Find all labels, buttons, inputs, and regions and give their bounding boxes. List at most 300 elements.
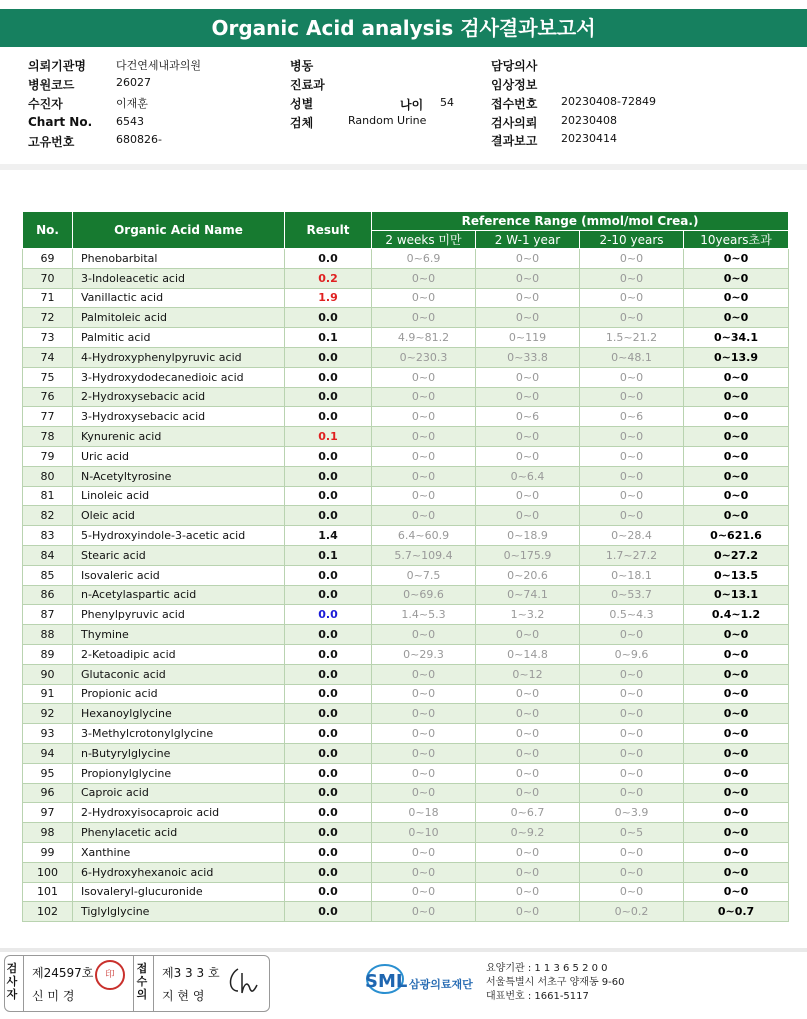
col-header-ref-2: 2 W-1 year <box>476 231 580 249</box>
col-header-reference-range: Reference Range (mmol/mol Crea.) <box>372 212 789 231</box>
age-value: 54 <box>440 96 454 109</box>
acid-name: Caproic acid <box>73 783 285 803</box>
acid-name: Stearic acid <box>73 545 285 565</box>
row-number: 87 <box>23 605 73 625</box>
info-label: 접수번호 <box>491 97 538 111</box>
ref-2w-1y: 1~3.2 <box>476 605 580 625</box>
ref-under-2-weeks: 0~0 <box>372 763 476 783</box>
org-name: 삼광의료재단 <box>409 978 473 991</box>
sml-logo-text: SML <box>365 971 408 992</box>
table-row <box>23 446 789 466</box>
acid-name: Palmitic acid <box>73 328 285 348</box>
ref-under-2-weeks: 0~0 <box>372 288 476 308</box>
ref-under-2-weeks: 0~7.5 <box>372 565 476 585</box>
acid-name: 2-Hydroxysebacic acid <box>73 387 285 407</box>
ref-under-2-weeks: 0~0 <box>372 842 476 862</box>
ref-2-10y: 0.5~4.3 <box>580 605 684 625</box>
ref-2-10y: 0~0 <box>580 882 684 902</box>
ref-2w-1y: 0~0 <box>476 387 580 407</box>
ref-over-10y: 0~0 <box>684 249 789 269</box>
ref-under-2-weeks: 0~0 <box>372 902 476 922</box>
info-value: Random Urine <box>348 114 427 127</box>
acid-name: Phenylpyruvic acid <box>73 605 285 625</box>
ref-2w-1y: 0~175.9 <box>476 545 580 565</box>
ref-over-10y: 0~0 <box>684 882 789 902</box>
ref-2w-1y: 0~0 <box>476 882 580 902</box>
table-row <box>23 823 789 843</box>
table-row <box>23 783 789 803</box>
ref-2-10y: 0~0 <box>580 427 684 447</box>
table-row <box>23 466 789 486</box>
result-value: 0.1 <box>285 328 372 348</box>
row-number: 80 <box>23 466 73 486</box>
info-label: 임상정보 <box>491 78 538 92</box>
result-value: 0.0 <box>285 565 372 585</box>
ref-2-10y: 0~48.1 <box>580 347 684 367</box>
ref-under-2-weeks: 0~0 <box>372 684 476 704</box>
acid-name: n-Butyrylglycine <box>73 743 285 763</box>
ref-under-2-weeks: 6.4~60.9 <box>372 526 476 546</box>
ref-under-2-weeks: 4.9~81.2 <box>372 328 476 348</box>
result-value: 0.0 <box>285 743 372 763</box>
result-value: 0.0 <box>285 367 372 387</box>
ref-over-10y: 0~0 <box>684 466 789 486</box>
col-header-ref-3: 2-10 years <box>580 231 684 249</box>
row-number: 74 <box>23 347 73 367</box>
table-row <box>23 902 789 922</box>
ref-2w-1y: 0~0 <box>476 684 580 704</box>
acid-name: Glutaconic acid <box>73 664 285 684</box>
table-row <box>23 526 789 546</box>
footer-separator <box>0 948 807 952</box>
ref-over-10y: 0~0 <box>684 486 789 506</box>
info-value: 다건연세내과의원 <box>116 59 202 72</box>
ref-over-10y: 0~27.2 <box>684 545 789 565</box>
table-row <box>23 427 789 447</box>
signature-icon <box>224 965 260 997</box>
table-row <box>23 684 789 704</box>
info-label: 결과보고 <box>491 134 538 148</box>
ref-2-10y: 0~0 <box>580 486 684 506</box>
ref-under-2-weeks: 0~6.9 <box>372 249 476 269</box>
ref-2w-1y: 0~0 <box>476 783 580 803</box>
ref-2-10y: 0~0.2 <box>580 902 684 922</box>
table-row <box>23 308 789 328</box>
ref-2w-1y: 0~0 <box>476 427 580 447</box>
table-row <box>23 664 789 684</box>
ref-over-10y: 0~0 <box>684 446 789 466</box>
ref-2-10y: 0~0 <box>580 506 684 526</box>
ref-2w-1y: 0~0 <box>476 625 580 645</box>
result-value: 0.0 <box>285 803 372 823</box>
ref-2-10y: 0~5 <box>580 823 684 843</box>
table-row <box>23 803 789 823</box>
examiner-license: 제24597호 <box>32 966 94 980</box>
ref-2-10y: 0~0 <box>580 446 684 466</box>
ref-under-2-weeks: 0~0 <box>372 466 476 486</box>
ref-under-2-weeks: 0~0 <box>372 446 476 466</box>
col-header-ref-1: 2 weeks 미만 <box>372 231 476 249</box>
ref-2w-1y: 0~0 <box>476 486 580 506</box>
info-value: 이재훈 <box>116 97 148 110</box>
ref-under-2-weeks: 0~18 <box>372 803 476 823</box>
ref-under-2-weeks: 0~0 <box>372 407 476 427</box>
result-value: 0.0 <box>285 387 372 407</box>
row-number: 82 <box>23 506 73 526</box>
result-value: 0.0 <box>285 763 372 783</box>
ref-under-2-weeks: 0~69.6 <box>372 585 476 605</box>
ref-2w-1y: 0~119 <box>476 328 580 348</box>
ref-under-2-weeks: 0~10 <box>372 823 476 843</box>
result-value: 0.0 <box>285 605 372 625</box>
result-value: 0.0 <box>285 466 372 486</box>
ref-under-2-weeks: 0~0 <box>372 308 476 328</box>
result-value: 0.1 <box>285 545 372 565</box>
ref-under-2-weeks: 0~0 <box>372 387 476 407</box>
ref-under-2-weeks: 1.4~5.3 <box>372 605 476 625</box>
org-address: 서울특별시 서초구 양재동 9-60 <box>486 977 625 988</box>
acid-name: Phenobarbital <box>73 249 285 269</box>
ref-2w-1y: 0~6 <box>476 407 580 427</box>
ref-2w-1y: 0~33.8 <box>476 347 580 367</box>
row-number: 88 <box>23 625 73 645</box>
acid-name: 3-Hydroxydodecanedioic acid <box>73 367 285 387</box>
row-number: 101 <box>23 882 73 902</box>
ref-over-10y: 0~621.6 <box>684 526 789 546</box>
row-number: 100 <box>23 862 73 882</box>
result-value: 0.0 <box>285 882 372 902</box>
result-value: 0.0 <box>285 684 372 704</box>
info-label: 의뢰기관명 <box>28 59 86 73</box>
info-label: 담당의사 <box>491 59 538 73</box>
ref-under-2-weeks: 0~0 <box>372 506 476 526</box>
acid-name: Isovaleric acid <box>73 565 285 585</box>
result-value: 0.0 <box>285 308 372 328</box>
table-row <box>23 249 789 269</box>
acid-name: Palmitoleic acid <box>73 308 285 328</box>
ref-2-10y: 1.7~27.2 <box>580 545 684 565</box>
ref-2-10y: 0~9.6 <box>580 644 684 664</box>
ref-2w-1y: 0~0 <box>476 367 580 387</box>
info-label: Chart No. <box>28 115 93 129</box>
row-number: 78 <box>23 427 73 447</box>
approver-name: 지 현 영 <box>162 989 205 1003</box>
acid-name: 3-Indoleacetic acid <box>73 268 285 288</box>
result-value: 0.0 <box>285 347 372 367</box>
table-row <box>23 882 789 902</box>
row-number: 96 <box>23 783 73 803</box>
row-number: 86 <box>23 585 73 605</box>
ref-2w-1y: 0~0 <box>476 724 580 744</box>
ref-under-2-weeks: 0~0 <box>372 704 476 724</box>
ref-over-10y: 0~0 <box>684 288 789 308</box>
ref-2-10y: 0~0 <box>580 763 684 783</box>
acid-name: 3-Hydroxysebacic acid <box>73 407 285 427</box>
result-value: 0.0 <box>285 862 372 882</box>
ref-2-10y: 0~0 <box>580 288 684 308</box>
row-number: 85 <box>23 565 73 585</box>
table-row <box>23 328 789 348</box>
row-number: 94 <box>23 743 73 763</box>
ref-2w-1y: 0~0 <box>476 446 580 466</box>
acid-name: Isovaleryl-glucuronide <box>73 882 285 902</box>
row-number: 102 <box>23 902 73 922</box>
results-table <box>22 211 789 922</box>
row-number: 77 <box>23 407 73 427</box>
ref-over-10y: 0~0 <box>684 407 789 427</box>
row-number: 89 <box>23 644 73 664</box>
acid-name: Propionylglycine <box>73 763 285 783</box>
ref-over-10y: 0~0 <box>684 387 789 407</box>
result-value: 0.0 <box>285 902 372 922</box>
ref-under-2-weeks: 0~0 <box>372 724 476 744</box>
row-number: 73 <box>23 328 73 348</box>
ref-2w-1y: 0~0 <box>476 743 580 763</box>
ref-2-10y: 0~53.7 <box>580 585 684 605</box>
ref-2w-1y: 0~0 <box>476 506 580 526</box>
report-title: Organic Acid analysis 검사결과보고서 <box>0 9 807 47</box>
ref-under-2-weeks: 5.7~109.4 <box>372 545 476 565</box>
result-value: 0.1 <box>285 427 372 447</box>
ref-over-10y: 0~13.9 <box>684 347 789 367</box>
ref-2-10y: 0~0 <box>580 664 684 684</box>
row-number: 83 <box>23 526 73 546</box>
ref-2-10y: 0~6 <box>580 407 684 427</box>
ref-under-2-weeks: 0~29.3 <box>372 644 476 664</box>
acid-name: Uric acid <box>73 446 285 466</box>
ref-2w-1y: 0~9.2 <box>476 823 580 843</box>
ref-2w-1y: 0~0 <box>476 249 580 269</box>
ref-2-10y: 0~0 <box>580 625 684 645</box>
ref-2w-1y: 0~12 <box>476 664 580 684</box>
ref-2w-1y: 0~0 <box>476 842 580 862</box>
result-value: 1.9 <box>285 288 372 308</box>
ref-2-10y: 0~0 <box>580 862 684 882</box>
acid-name: Phenylacetic acid <box>73 823 285 843</box>
acid-name: Linoleic acid <box>73 486 285 506</box>
ref-over-10y: 0~0 <box>684 644 789 664</box>
col-header-name: Organic Acid Name <box>73 212 285 249</box>
result-value: 0.0 <box>285 704 372 724</box>
table-row <box>23 862 789 882</box>
ref-under-2-weeks: 0~0 <box>372 367 476 387</box>
ref-under-2-weeks: 0~0 <box>372 783 476 803</box>
approver-label: 접수의 <box>136 962 148 1001</box>
acid-name: Thymine <box>73 625 285 645</box>
row-number: 84 <box>23 545 73 565</box>
ref-under-2-weeks: 0~0 <box>372 743 476 763</box>
acid-name: Vanillactic acid <box>73 288 285 308</box>
org-contact <box>486 962 625 1004</box>
ref-2-10y: 0~0 <box>580 249 684 269</box>
table-row <box>23 506 789 526</box>
row-number: 81 <box>23 486 73 506</box>
row-number: 95 <box>23 763 73 783</box>
result-value: 0.0 <box>285 486 372 506</box>
ref-over-10y: 0~13.1 <box>684 585 789 605</box>
ref-2-10y: 0~0 <box>580 308 684 328</box>
info-value: 26027 <box>116 76 151 89</box>
table-row <box>23 625 789 645</box>
acid-name: n-Acetylaspartic acid <box>73 585 285 605</box>
ref-under-2-weeks: 0~0 <box>372 268 476 288</box>
table-row <box>23 288 789 308</box>
ref-2w-1y: 0~0 <box>476 862 580 882</box>
table-row <box>23 367 789 387</box>
info-label: 진료과 <box>290 78 325 92</box>
ref-over-10y: 0~0 <box>684 625 789 645</box>
table-row <box>23 486 789 506</box>
result-value: 0.0 <box>285 783 372 803</box>
row-number: 69 <box>23 249 73 269</box>
ref-over-10y: 0~0 <box>684 367 789 387</box>
result-value: 0.0 <box>285 407 372 427</box>
ref-2-10y: 0~0 <box>580 724 684 744</box>
table-row <box>23 724 789 744</box>
result-value: 0.0 <box>285 625 372 645</box>
examiner-name: 신 미 경 <box>32 989 75 1003</box>
age-label: 나이 <box>400 98 424 112</box>
row-number: 97 <box>23 803 73 823</box>
result-value: 1.4 <box>285 526 372 546</box>
ref-over-10y: 0~34.1 <box>684 328 789 348</box>
ref-over-10y: 0~0 <box>684 823 789 843</box>
table-row <box>23 387 789 407</box>
table-row <box>23 585 789 605</box>
ref-2w-1y: 0~0 <box>476 268 580 288</box>
info-label: 수진자 <box>28 97 63 111</box>
row-number: 70 <box>23 268 73 288</box>
ref-over-10y: 0~0 <box>684 842 789 862</box>
ref-2-10y: 0~0 <box>580 466 684 486</box>
ref-over-10y: 0.4~1.2 <box>684 605 789 625</box>
row-number: 72 <box>23 308 73 328</box>
table-row <box>23 763 789 783</box>
acid-name: 2-Ketoadipic acid <box>73 644 285 664</box>
table-row <box>23 842 789 862</box>
table-row <box>23 644 789 664</box>
row-number: 71 <box>23 288 73 308</box>
acid-name: Oleic acid <box>73 506 285 526</box>
ref-under-2-weeks: 0~0 <box>372 862 476 882</box>
acid-name: 5-Hydroxyindole-3-acetic acid <box>73 526 285 546</box>
acid-name: 2-Hydroxyisocaproic acid <box>73 803 285 823</box>
ref-over-10y: 0~0 <box>684 506 789 526</box>
acid-name: Kynurenic acid <box>73 427 285 447</box>
ref-under-2-weeks: 0~0 <box>372 427 476 447</box>
ref-2w-1y: 0~74.1 <box>476 585 580 605</box>
table-row <box>23 545 789 565</box>
table-row <box>23 565 789 585</box>
ref-2-10y: 0~0 <box>580 783 684 803</box>
result-value: 0.2 <box>285 268 372 288</box>
patient-info <box>28 57 788 157</box>
row-number: 91 <box>23 684 73 704</box>
acid-name: Hexanoylglycine <box>73 704 285 724</box>
ref-2-10y: 0~18.1 <box>580 565 684 585</box>
ref-2w-1y: 0~0 <box>476 308 580 328</box>
ref-over-10y: 0~0.7 <box>684 902 789 922</box>
table-row <box>23 407 789 427</box>
ref-under-2-weeks: 0~0 <box>372 664 476 684</box>
table-row <box>23 268 789 288</box>
ref-over-10y: 0~0 <box>684 783 789 803</box>
row-number: 79 <box>23 446 73 466</box>
ref-under-2-weeks: 0~0 <box>372 486 476 506</box>
info-label: 병동 <box>290 59 314 73</box>
ref-2w-1y: 0~0 <box>476 763 580 783</box>
acid-name: 4-Hydroxyphenylpyruvic acid <box>73 347 285 367</box>
info-label: 검체 <box>290 116 314 130</box>
row-number: 93 <box>23 724 73 744</box>
ref-over-10y: 0~0 <box>684 743 789 763</box>
ref-over-10y: 0~0 <box>684 704 789 724</box>
ref-2w-1y: 0~20.6 <box>476 565 580 585</box>
ref-2-10y: 0~0 <box>580 743 684 763</box>
ref-2-10y: 0~0 <box>580 704 684 724</box>
row-number: 90 <box>23 664 73 684</box>
acid-name: Tiglylglycine <box>73 902 285 922</box>
result-value: 0.0 <box>285 724 372 744</box>
ref-2w-1y: 0~0 <box>476 288 580 308</box>
acid-name: Xanthine <box>73 842 285 862</box>
col-header-no: No. <box>23 212 73 249</box>
info-value: 680826- <box>116 133 162 146</box>
ref-over-10y: 0~0 <box>684 684 789 704</box>
examiner-label: 검사자 <box>6 962 18 1001</box>
org-phone: 대표번호 : 1661-5117 <box>486 991 589 1002</box>
ref-2-10y: 0~3.9 <box>580 803 684 823</box>
result-value: 0.0 <box>285 446 372 466</box>
result-value: 0.0 <box>285 823 372 843</box>
ref-2-10y: 0~28.4 <box>580 526 684 546</box>
row-number: 92 <box>23 704 73 724</box>
ref-2w-1y: 0~14.8 <box>476 644 580 664</box>
ref-2-10y: 0~0 <box>580 842 684 862</box>
institution-code: 요양기관 : 1 1 3 6 5 2 0 0 <box>486 963 608 974</box>
ref-over-10y: 0~0 <box>684 427 789 447</box>
result-value: 0.0 <box>285 664 372 684</box>
info-value: 20230408 <box>561 114 617 127</box>
result-value: 0.0 <box>285 842 372 862</box>
ref-under-2-weeks: 0~0 <box>372 625 476 645</box>
col-header-result: Result <box>285 212 372 249</box>
ref-2w-1y: 0~6.4 <box>476 466 580 486</box>
row-number: 99 <box>23 842 73 862</box>
row-number: 76 <box>23 387 73 407</box>
table-row <box>23 704 789 724</box>
ref-over-10y: 0~0 <box>684 862 789 882</box>
table-row <box>23 605 789 625</box>
row-number: 98 <box>23 823 73 843</box>
ref-over-10y: 0~0 <box>684 763 789 783</box>
info-value: 20230408-72849 <box>561 95 656 108</box>
result-value: 0.0 <box>285 249 372 269</box>
ref-2-10y: 0~0 <box>580 268 684 288</box>
info-label: 성별 <box>290 97 314 111</box>
acid-name: 6-Hydroxyhexanoic acid <box>73 862 285 882</box>
ref-over-10y: 0~0 <box>684 268 789 288</box>
info-value: 6543 <box>116 115 144 128</box>
col-header-ref-4: 10years초과 <box>684 231 789 249</box>
ref-over-10y: 0~0 <box>684 664 789 684</box>
table-row <box>23 347 789 367</box>
info-label: 고유번호 <box>28 135 75 149</box>
ref-2w-1y: 0~0 <box>476 704 580 724</box>
info-label: 병원코드 <box>28 78 75 92</box>
ref-2-10y: 0~0 <box>580 367 684 387</box>
row-number: 75 <box>23 367 73 387</box>
